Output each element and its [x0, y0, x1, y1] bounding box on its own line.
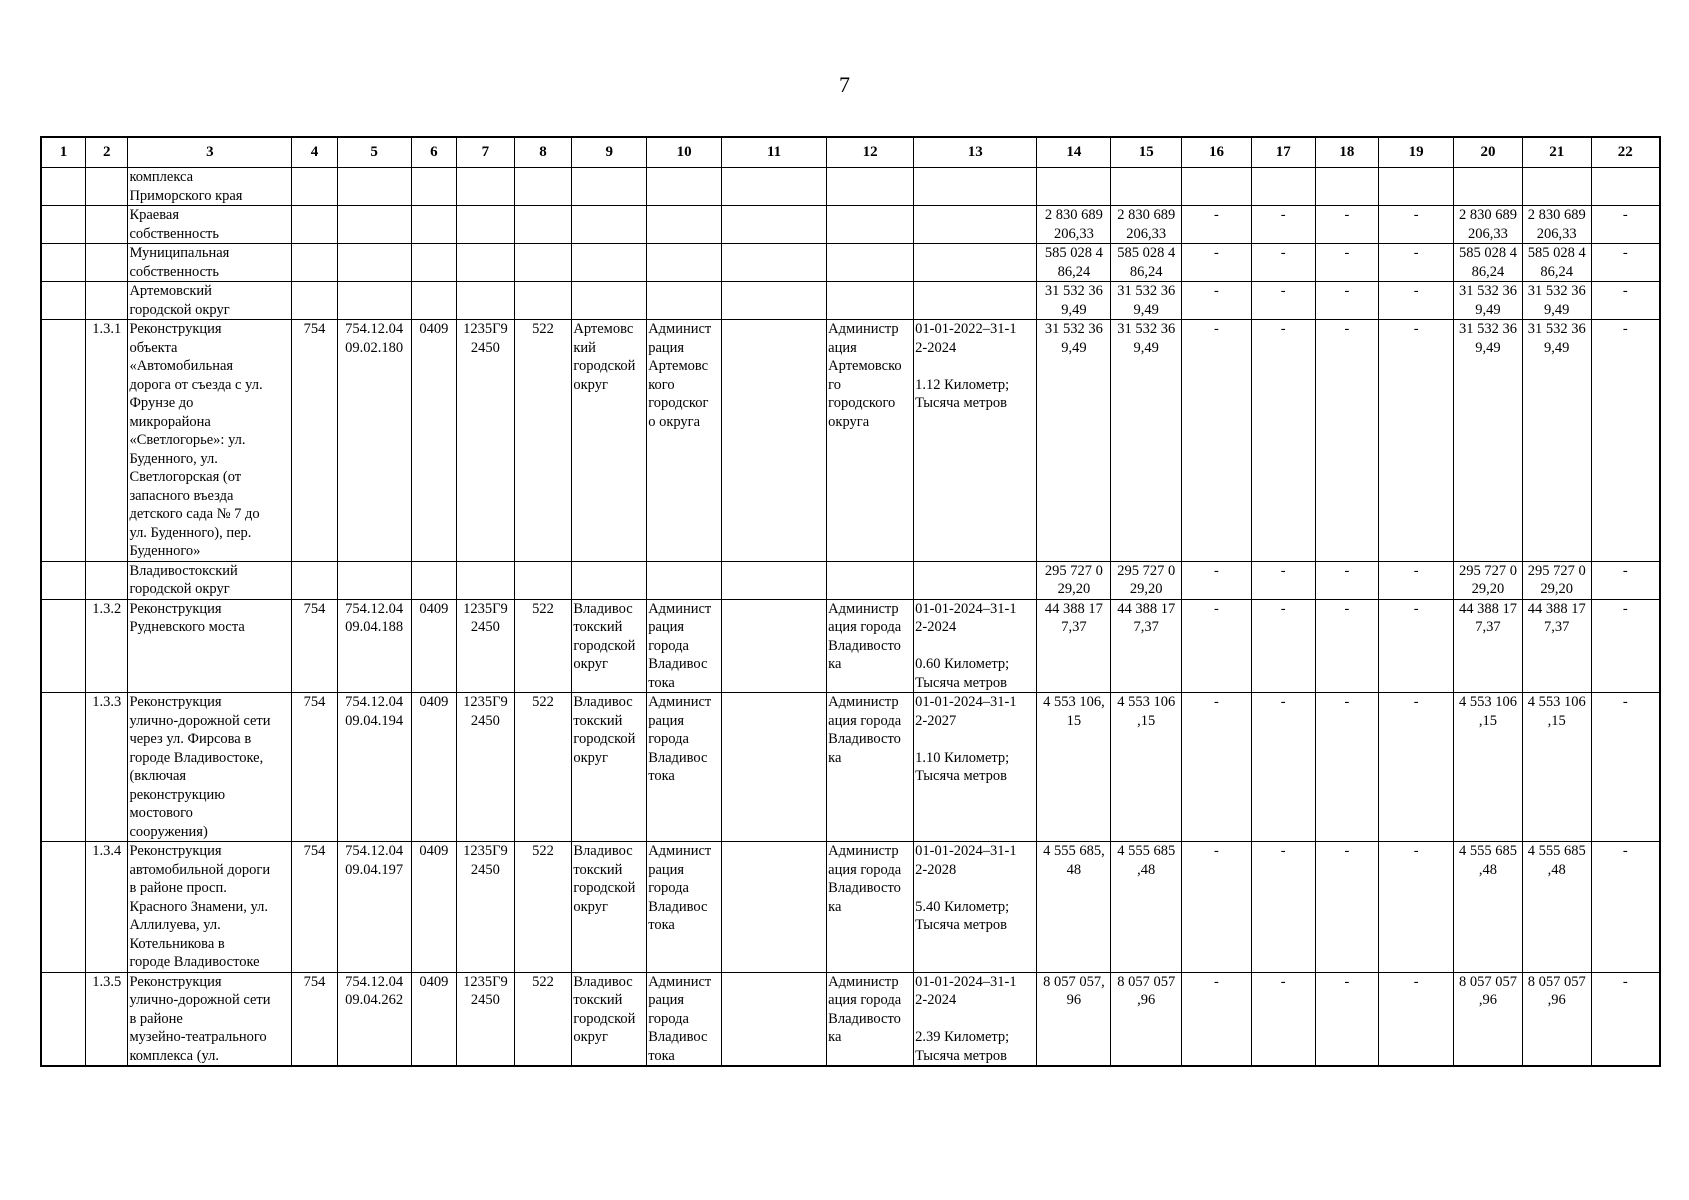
cell-col-22: -	[1622, 207, 1628, 223]
cell-col-14: 44 388 17 7,37	[1044, 600, 1103, 635]
cell-col-20: 31 532 36 9,49	[1458, 321, 1517, 356]
cell-col-22: -	[1622, 694, 1628, 710]
page-number: 7	[839, 72, 850, 97]
cell-col-1	[41, 206, 85, 244]
cell-col-1	[41, 972, 85, 1066]
cell-capacity: 2.39 Километр; Тысяча метров	[915, 1029, 1010, 1064]
cell-col-22: -	[1622, 245, 1628, 261]
cell-item-number: 1.3.3	[92, 694, 122, 710]
table-row	[41, 206, 1660, 244]
column-header-2: 2	[85, 137, 127, 168]
cell-col-1	[41, 561, 85, 599]
cell-col-5: 754.12.04 09.04.262	[345, 973, 404, 1008]
cell-period: 01-01-2022–31-1 2-2024	[915, 321, 1017, 356]
column-header-14: 14	[1037, 137, 1111, 168]
cell-item-name: Владивостокский городской округ	[129, 562, 238, 597]
column-header-12: 12	[827, 137, 914, 168]
column-header-19: 19	[1379, 137, 1454, 168]
cell-col-22: -	[1622, 843, 1628, 859]
cell-col-9: Владивос токский городской округ	[573, 600, 636, 672]
cell-col-12: Администр ация города Владивосто ка	[828, 600, 902, 672]
cell-col-19: -	[1413, 321, 1419, 337]
cell-col-1	[41, 168, 85, 206]
table-row	[41, 693, 1660, 842]
table-body	[41, 168, 1660, 1067]
cell-col-17: -	[1280, 207, 1286, 223]
cell-col-11	[722, 693, 827, 842]
table-row	[41, 168, 1660, 206]
cell-col-22: -	[1622, 321, 1628, 337]
cell-col-14: 31 532 36 9,49	[1044, 321, 1103, 356]
cell-col-22: -	[1622, 283, 1628, 299]
cell-col-13	[914, 842, 1037, 973]
cell-col-17: -	[1280, 694, 1286, 710]
cell-col-15: 2 830 689 206,33	[1117, 207, 1176, 242]
cell-col-13	[914, 244, 1037, 282]
cell-col-12: Администр ация города Владивосто ка	[828, 694, 902, 766]
cell-col-11	[722, 206, 827, 244]
cell-gap	[915, 357, 1035, 376]
cell-col-21: 4 555 685 ,48	[1527, 843, 1586, 878]
cell-col-20: 2 830 689 206,33	[1458, 207, 1517, 242]
cell-col-20: 8 057 057 ,96	[1458, 973, 1517, 1008]
cell-col-17: -	[1280, 973, 1286, 990]
cell-col-17: -	[1280, 283, 1286, 299]
cell-col-4: 754	[303, 321, 326, 337]
cell-col-11	[722, 320, 827, 562]
cell-col-16: -	[1214, 207, 1219, 223]
cell-col-7: 1235Г9 2450	[463, 843, 508, 878]
header-row	[41, 137, 1660, 168]
cell-col-16: -	[1214, 843, 1219, 859]
cell-capacity: 0.60 Километр; Тысяча метров	[915, 656, 1010, 691]
cell-col-19: -	[1413, 245, 1419, 261]
column-header-20: 20	[1454, 137, 1523, 168]
cell-col-13	[914, 693, 1037, 842]
cell-col-4: 754	[303, 973, 326, 990]
table-row	[41, 561, 1660, 599]
cell-gap	[915, 730, 1035, 749]
cell-col-22: -	[1622, 562, 1628, 579]
program-table	[40, 136, 1661, 1067]
table-row	[41, 282, 1660, 320]
cell-col-17: -	[1280, 562, 1286, 579]
cell-col-8: 522	[532, 321, 554, 337]
cell-col-13	[914, 282, 1037, 320]
column-header-15: 15	[1111, 137, 1182, 168]
cell-col-18: -	[1344, 207, 1350, 223]
column-header-21: 21	[1522, 137, 1591, 168]
cell-col-9: Владивос токский городской округ	[573, 973, 636, 1045]
cell-col-16: -	[1214, 600, 1219, 617]
column-header-22: 22	[1591, 137, 1660, 168]
cell-col-21: 585 028 4 86,24	[1527, 245, 1586, 280]
cell-col-6: 0409	[419, 843, 449, 859]
cell-col-13	[914, 599, 1037, 693]
cell-col-20: 44 388 17 7,37	[1458, 600, 1517, 635]
cell-col-14: 4 553 106, 15	[1043, 694, 1105, 729]
cell-col-18: -	[1344, 321, 1350, 337]
cell-col-11	[722, 282, 827, 320]
cell-col-7: 1235Г9 2450	[463, 600, 508, 635]
cell-col-16: -	[1214, 562, 1219, 579]
cell-col-22: -	[1622, 600, 1628, 617]
cell-col-14: 295 727 0 29,20	[1044, 562, 1103, 597]
cell-period: 01-01-2024–31-1 2-2028	[915, 843, 1017, 878]
cell-col-20: 585 028 4 86,24	[1458, 245, 1517, 280]
column-header-4: 4	[292, 137, 338, 168]
cell-col-6: 0409	[419, 600, 449, 617]
cell-col-10: Админист рация города Владивос тока	[648, 600, 712, 691]
cell-item-name: Реконструкция улично-дорожной сети через ул. Фирсова в городе Владивостоке, (включая реконструкцию мостового сооружения)	[129, 694, 271, 840]
cell-gap	[915, 1010, 1035, 1029]
cell-item-name: Реконструкция объекта «Автомобильная дорога от съезда с ул. Фрунзе до микрорайона «Светлогорье»: ул. Буденного, ул. Светлогорская (от запасного въезда детского сада № 7 до ул. Буденного), пер. Буденного»	[129, 321, 263, 559]
table-row	[41, 320, 1660, 562]
cell-col-18: -	[1344, 600, 1350, 617]
cell-col-13	[914, 320, 1037, 562]
cell-capacity: 5.40 Километр; Тысяча метров	[915, 898, 1010, 933]
cell-col-19: -	[1413, 843, 1419, 859]
cell-col-10: Админист рация Артемовс кого городског о округа	[648, 321, 712, 430]
cell-col-20: 295 727 0 29,20	[1458, 562, 1517, 597]
cell-col-17: -	[1280, 321, 1286, 337]
cell-col-14: 585 028 4 86,24	[1044, 245, 1103, 280]
cell-col-9: Владивос токский городской округ	[573, 843, 636, 915]
cell-col-16: -	[1214, 694, 1219, 710]
column-header-5: 5	[337, 137, 411, 168]
cell-col-5: 754.12.04 09.04.197	[345, 843, 404, 878]
cell-col-19: -	[1413, 562, 1419, 579]
cell-col-17: -	[1280, 600, 1286, 617]
table-row	[41, 842, 1660, 973]
cell-col-18: -	[1344, 694, 1350, 710]
cell-col-21: 44 388 17 7,37	[1527, 600, 1586, 635]
cell-col-17: -	[1280, 245, 1286, 261]
cell-col-11	[722, 561, 827, 599]
cell-col-12: Администр ация города Владивосто ка	[828, 843, 902, 915]
column-header-11: 11	[722, 137, 827, 168]
cell-col-21: 4 553 106 ,15	[1527, 694, 1586, 729]
cell-col-15: 4 555 685 ,48	[1117, 843, 1176, 878]
cell-col-18: -	[1344, 973, 1350, 990]
cell-col-10: Админист рация города Владивос тока	[648, 694, 712, 784]
cell-col-16: -	[1214, 245, 1219, 261]
cell-col-11	[722, 168, 827, 206]
cell-col-15: 8 057 057 ,96	[1117, 973, 1176, 1008]
cell-col-5: 754.12.04 09.04.194	[345, 694, 404, 729]
cell-col-12: Администр ация города Владивосто ка	[828, 973, 902, 1045]
cell-col-21: 2 830 689 206,33	[1527, 207, 1586, 242]
column-header-8: 8	[514, 137, 572, 168]
cell-period: 01-01-2024–31-1 2-2024	[915, 973, 1017, 1008]
cell-col-8: 522	[532, 843, 554, 859]
cell-col-7: 1235Г9 2450	[463, 321, 508, 356]
cell-col-10: Админист рация города Владивос тока	[648, 843, 712, 933]
cell-col-20: 4 555 685 ,48	[1458, 843, 1517, 878]
table-row	[41, 972, 1660, 1066]
cell-col-20: 31 532 36 9,49	[1458, 283, 1517, 318]
cell-col-20: 4 553 106 ,15	[1458, 694, 1517, 729]
cell-col-17: -	[1280, 843, 1286, 859]
cell-col-19: -	[1413, 207, 1419, 223]
column-header-7: 7	[457, 137, 515, 168]
cell-capacity: 1.12 Километр; Тысяча метров	[915, 376, 1010, 411]
cell-col-15: 31 532 36 9,49	[1117, 321, 1176, 356]
cell-col-18: -	[1344, 843, 1350, 859]
cell-item-number: 1.3.1	[92, 321, 122, 337]
cell-col-15: 44 388 17 7,37	[1117, 600, 1176, 635]
cell-period: 01-01-2024–31-1 2-2024	[915, 600, 1017, 635]
cell-item-name: Реконструкция автомобильной дороги в районе просп. Красного Знамени, ул. Аллилуева, ул. Котельникова в городе Владивостоке	[129, 843, 271, 970]
cell-col-1	[41, 244, 85, 282]
cell-gap	[915, 879, 1035, 898]
cell-col-21: 31 532 36 9,49	[1527, 283, 1586, 318]
cell-col-11	[722, 599, 827, 693]
cell-item-number: 1.3.2	[92, 600, 122, 617]
cell-col-11	[722, 244, 827, 282]
cell-period: 01-01-2024–31-1 2-2027	[915, 694, 1017, 729]
cell-col-1	[41, 320, 85, 562]
column-header-13: 13	[914, 137, 1037, 168]
cell-col-16: -	[1214, 283, 1219, 299]
cell-item-number: 1.3.4	[92, 843, 122, 859]
cell-col-19: -	[1413, 694, 1419, 710]
cell-col-7: 1235Г9 2450	[463, 973, 508, 1008]
cell-col-14: 2 830 689 206,33	[1044, 207, 1103, 242]
cell-item-name: Реконструкция Рудневского моста	[129, 600, 245, 635]
cell-col-19: -	[1413, 973, 1419, 990]
cell-item-name: Реконструкция улично-дорожной сети в районе музейно-театрального комплекса (ул.	[129, 973, 271, 1064]
cell-col-6: 0409	[419, 694, 449, 710]
cell-col-13	[914, 972, 1037, 1066]
cell-col-18: -	[1344, 245, 1350, 261]
cell-col-6: 0409	[419, 973, 449, 990]
column-header-3: 3	[128, 137, 292, 168]
column-header-6: 6	[411, 137, 457, 168]
column-header-9: 9	[572, 137, 647, 168]
cell-col-6: 0409	[419, 321, 449, 337]
cell-col-14: 31 532 36 9,49	[1044, 283, 1103, 318]
cell-col-13	[914, 206, 1037, 244]
table-row	[41, 244, 1660, 282]
cell-col-8: 522	[532, 694, 554, 710]
cell-col-21: 295 727 0 29,20	[1527, 562, 1586, 597]
cell-col-15: 4 553 106 ,15	[1117, 694, 1176, 729]
cell-col-15: 585 028 4 86,24	[1117, 245, 1176, 280]
cell-col-15: 31 532 36 9,49	[1117, 283, 1176, 318]
cell-col-1	[41, 693, 85, 842]
cell-item-name: Артемовский городской округ	[129, 283, 230, 318]
cell-col-5: 754.12.04 09.04.188	[345, 600, 404, 635]
cell-col-4: 754	[303, 843, 326, 859]
cell-col-9: Владивос токский городской округ	[573, 694, 636, 766]
cell-col-8: 522	[532, 600, 554, 617]
cell-item-name: Краевая собственность	[129, 207, 220, 242]
cell-item-number: 1.3.5	[92, 973, 122, 990]
column-header-18: 18	[1315, 137, 1379, 168]
cell-col-11	[722, 972, 827, 1066]
column-header-1: 1	[41, 137, 85, 168]
cell-col-1	[41, 282, 85, 320]
cell-col-7: 1235Г9 2450	[463, 694, 508, 729]
cell-capacity: 1.10 Километр; Тысяча метров	[915, 749, 1010, 784]
cell-item-name: комплекса Приморского края	[129, 169, 243, 204]
column-header-17: 17	[1251, 137, 1315, 168]
cell-gap	[915, 637, 1035, 656]
program-table-wrapper	[40, 136, 1661, 1067]
cell-col-21: 31 532 36 9,49	[1527, 321, 1586, 356]
cell-col-14: 8 057 057, 96	[1043, 973, 1105, 1008]
cell-col-1	[41, 842, 85, 973]
cell-col-16: -	[1214, 973, 1219, 990]
cell-col-16: -	[1214, 321, 1219, 337]
cell-col-22: -	[1622, 973, 1628, 990]
table-row	[41, 599, 1660, 693]
cell-col-4: 754	[303, 694, 326, 710]
column-header-16: 16	[1182, 137, 1252, 168]
cell-col-1	[41, 599, 85, 693]
cell-item-name: Муниципальная собственность	[129, 245, 230, 280]
cell-col-10: Админист рация города Владивос тока	[648, 973, 712, 1064]
cell-col-8: 522	[532, 973, 554, 990]
cell-col-14: 4 555 685, 48	[1043, 843, 1105, 878]
column-header-10: 10	[647, 137, 722, 168]
cell-col-19: -	[1413, 600, 1419, 617]
cell-col-4: 754	[303, 600, 326, 617]
cell-col-18: -	[1344, 283, 1350, 299]
cell-col-18: -	[1344, 562, 1350, 579]
cell-col-12: Администр ация Артемовско го городского округа	[828, 321, 902, 430]
cell-col-15: 295 727 0 29,20	[1117, 562, 1176, 597]
cell-col-19: -	[1413, 283, 1419, 299]
cell-col-11	[722, 842, 827, 973]
cell-col-5: 754.12.04 09.02.180	[345, 321, 404, 356]
cell-col-13	[914, 561, 1037, 599]
cell-col-9: Артемовс кий городской округ	[573, 321, 636, 393]
cell-col-21: 8 057 057 ,96	[1527, 973, 1586, 1008]
cell-col-13	[914, 168, 1037, 206]
